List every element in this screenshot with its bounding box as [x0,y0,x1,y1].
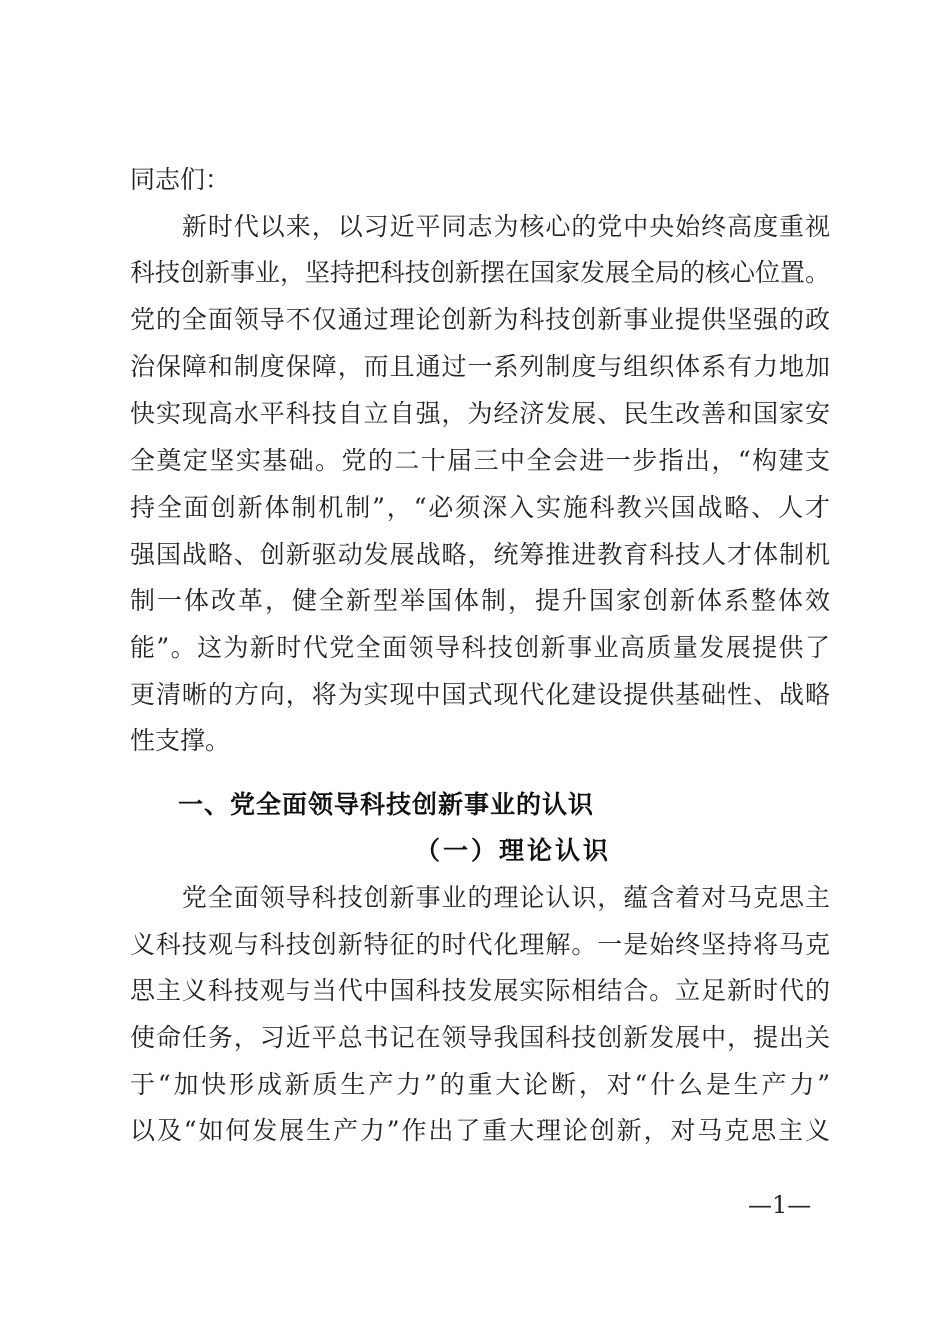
paragraph-line: 快实现高水平科技自立自强，为经济发展、民生改善和国家安 [130,399,830,428]
paragraph-line: 强国战略、创新驱动发展战略，统筹推进教育科技人才体制机 [130,540,830,569]
paragraph-line: 于“加快形成新质生产力”的重大论断，对“什么是生产力” [130,1070,830,1099]
paragraph-line: 以及“如何发展生产力”作出了重大理论创新，对马克思主义 [130,1116,830,1145]
salutation: 同志们： [130,165,231,194]
paragraph-line: 更清晰的方向，将为实现中国式现代化建设提供基础性、战略 [130,680,830,709]
page-number: —1— [748,1191,812,1219]
paragraph-line: 持全面创新体制机制”，“必须深入实施科教兴国战略、人才 [130,493,830,522]
paragraph-line: 全奠定坚实基础。党的二十届三中全会进一步指出，“构建支 [130,446,830,475]
paragraph-line: 能”。这为新时代党全面领导科技创新事业高质量发展提供了 [130,633,830,662]
paragraph-line: 党的全面领导不仅通过理论创新为科技创新事业提供坚强的政 [130,305,830,334]
paragraph-line: 新时代以来，以习近平同志为核心的党中央始终高度重视 [130,212,830,241]
paragraph-line: 党全面领导科技创新事业的理论认识，蕴含着对马克思主 [130,883,830,912]
paragraph-line: 性支撑。 [130,726,231,755]
paragraph-line: 制一体改革，健全新型举国体制，提升国家创新体系整体效 [130,586,830,615]
paragraph-line: 使命任务，习近平总书记在领导我国科技创新发展中，提出关 [130,1023,830,1052]
subsection-heading: （一）理论认识 [415,836,612,865]
paragraph-line: 治保障和制度保障，而且通过一系列制度与组织体系有力地加 [130,352,830,381]
section-heading: 一、党全面领导科技创新事业的认识 [178,790,595,819]
paragraph-line: 思主义科技观与当代中国科技发展实际相结合。立足新时代的 [130,976,830,1005]
paragraph-line: 义科技观与科技创新特征的时代化理解。一是始终坚持将马克 [130,930,830,959]
paragraph-line: 科技创新事业，坚持把科技创新摆在国家发展全局的核心位置。 [130,258,831,287]
